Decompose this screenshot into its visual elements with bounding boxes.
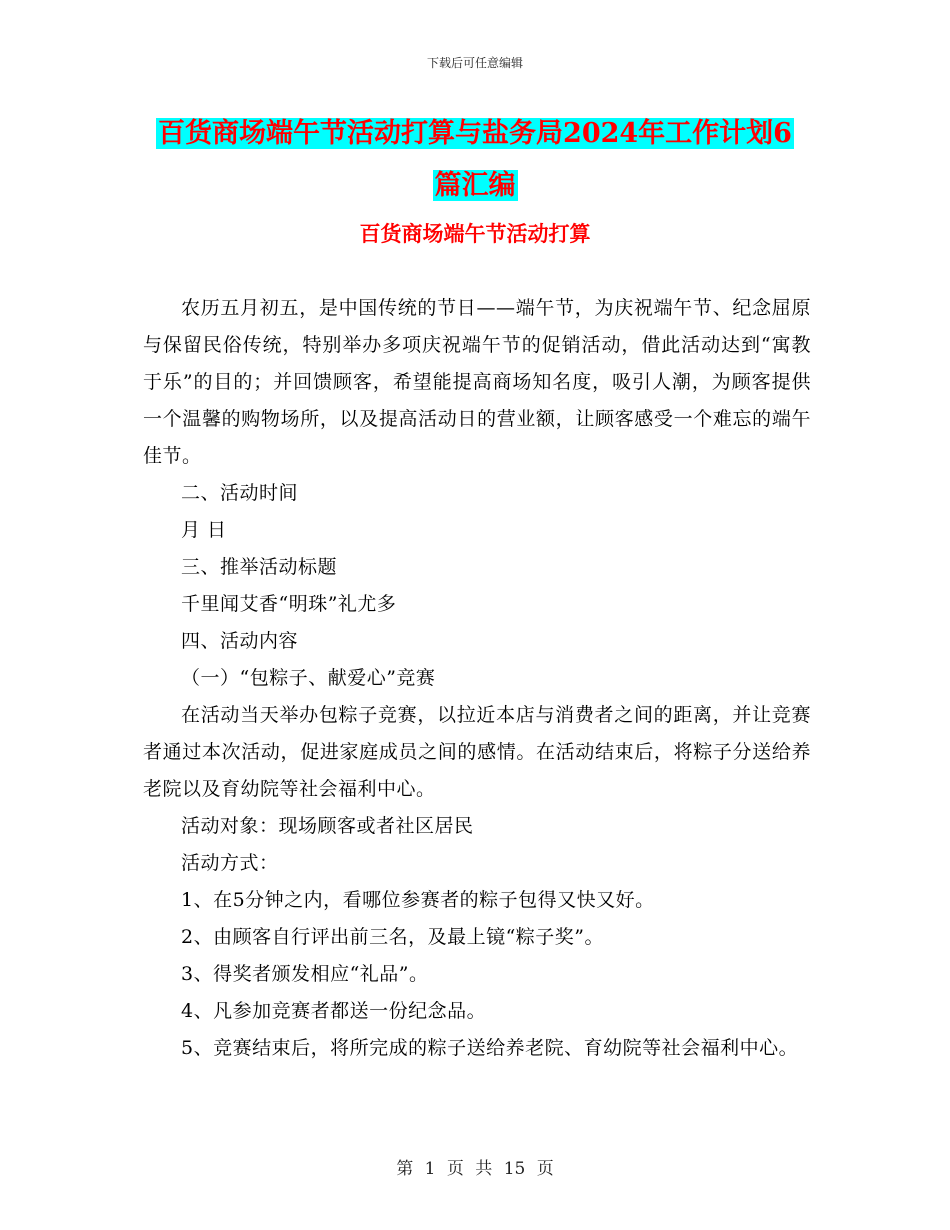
intro-paragraph: 农历五月初五，是中国传统的节日——端午节，为庆祝端午节、纪念屈原与保留民俗传统，特别举办多项庆祝端午节的促销活动，借此活动达到“寓教于乐”的目的；并回馈顾客，希望能提高商场知名度，吸引人潮，为顾客提供一个温馨的购物场所，以及提高活动日的营业额，让顾客感受一个难忘的端午佳节。 — [143, 297, 811, 467]
contest-description: 在活动当天举办包粽子竞赛，以拉近本店与消费者之间的距离，并让竞赛者通过本次活动，促进家庭成员之间的感情。在活动结束后，将粽子分送给养老院以及育幼院等社会福利中心。 — [143, 704, 811, 800]
document-title-line-2: 篇汇编 — [434, 170, 516, 201]
contest-participants: 活动对象：现场顾客或者社区居民 — [181, 815, 474, 837]
page-header-note: 下载后可任意编辑 — [426, 56, 523, 70]
contest-rule-1: 1、在5分钟之内，看哪位参赛者的粽子包得又快又好。 — [181, 889, 655, 911]
contest-rule-4: 4、凡参加竞赛者都送一份纪念品。 — [181, 1000, 487, 1022]
activity-date: 月 日 — [181, 519, 227, 541]
contest-rule-3: 3、得奖者颁发相应“礼品”。 — [181, 963, 429, 985]
activity-slogan: 千里闻艾香“明珠”礼尤多 — [181, 593, 397, 615]
document-title — [0, 108, 950, 212]
page-number: 第 1 页 共 15 页 — [396, 1159, 554, 1179]
contest-method-label: 活动方式： — [181, 852, 279, 874]
contest-rule-2: 2、由顾客自行评出前三名，及最上镜“粽子奖”。 — [181, 926, 605, 948]
contest-rule-5: 5、竞赛结束后，将所完成的粽子送给养老院、育幼院等社会福利中心。 — [181, 1037, 799, 1059]
section-title: 百货商场端午节活动打算 — [359, 221, 591, 246]
document-body — [143, 290, 811, 1067]
heading-activity-slogan: 三、推举活动标题 — [181, 556, 338, 578]
heading-activity-content: 四、活动内容 — [181, 630, 299, 652]
heading-activity-time: 二、活动时间 — [181, 482, 299, 504]
subheading-contest: （一）“包粽子、献爱心”竞赛 — [181, 667, 436, 689]
document-title-line-1: 百货商场端午节活动打算与盐务局2024年工作计划6 — [158, 118, 792, 149]
